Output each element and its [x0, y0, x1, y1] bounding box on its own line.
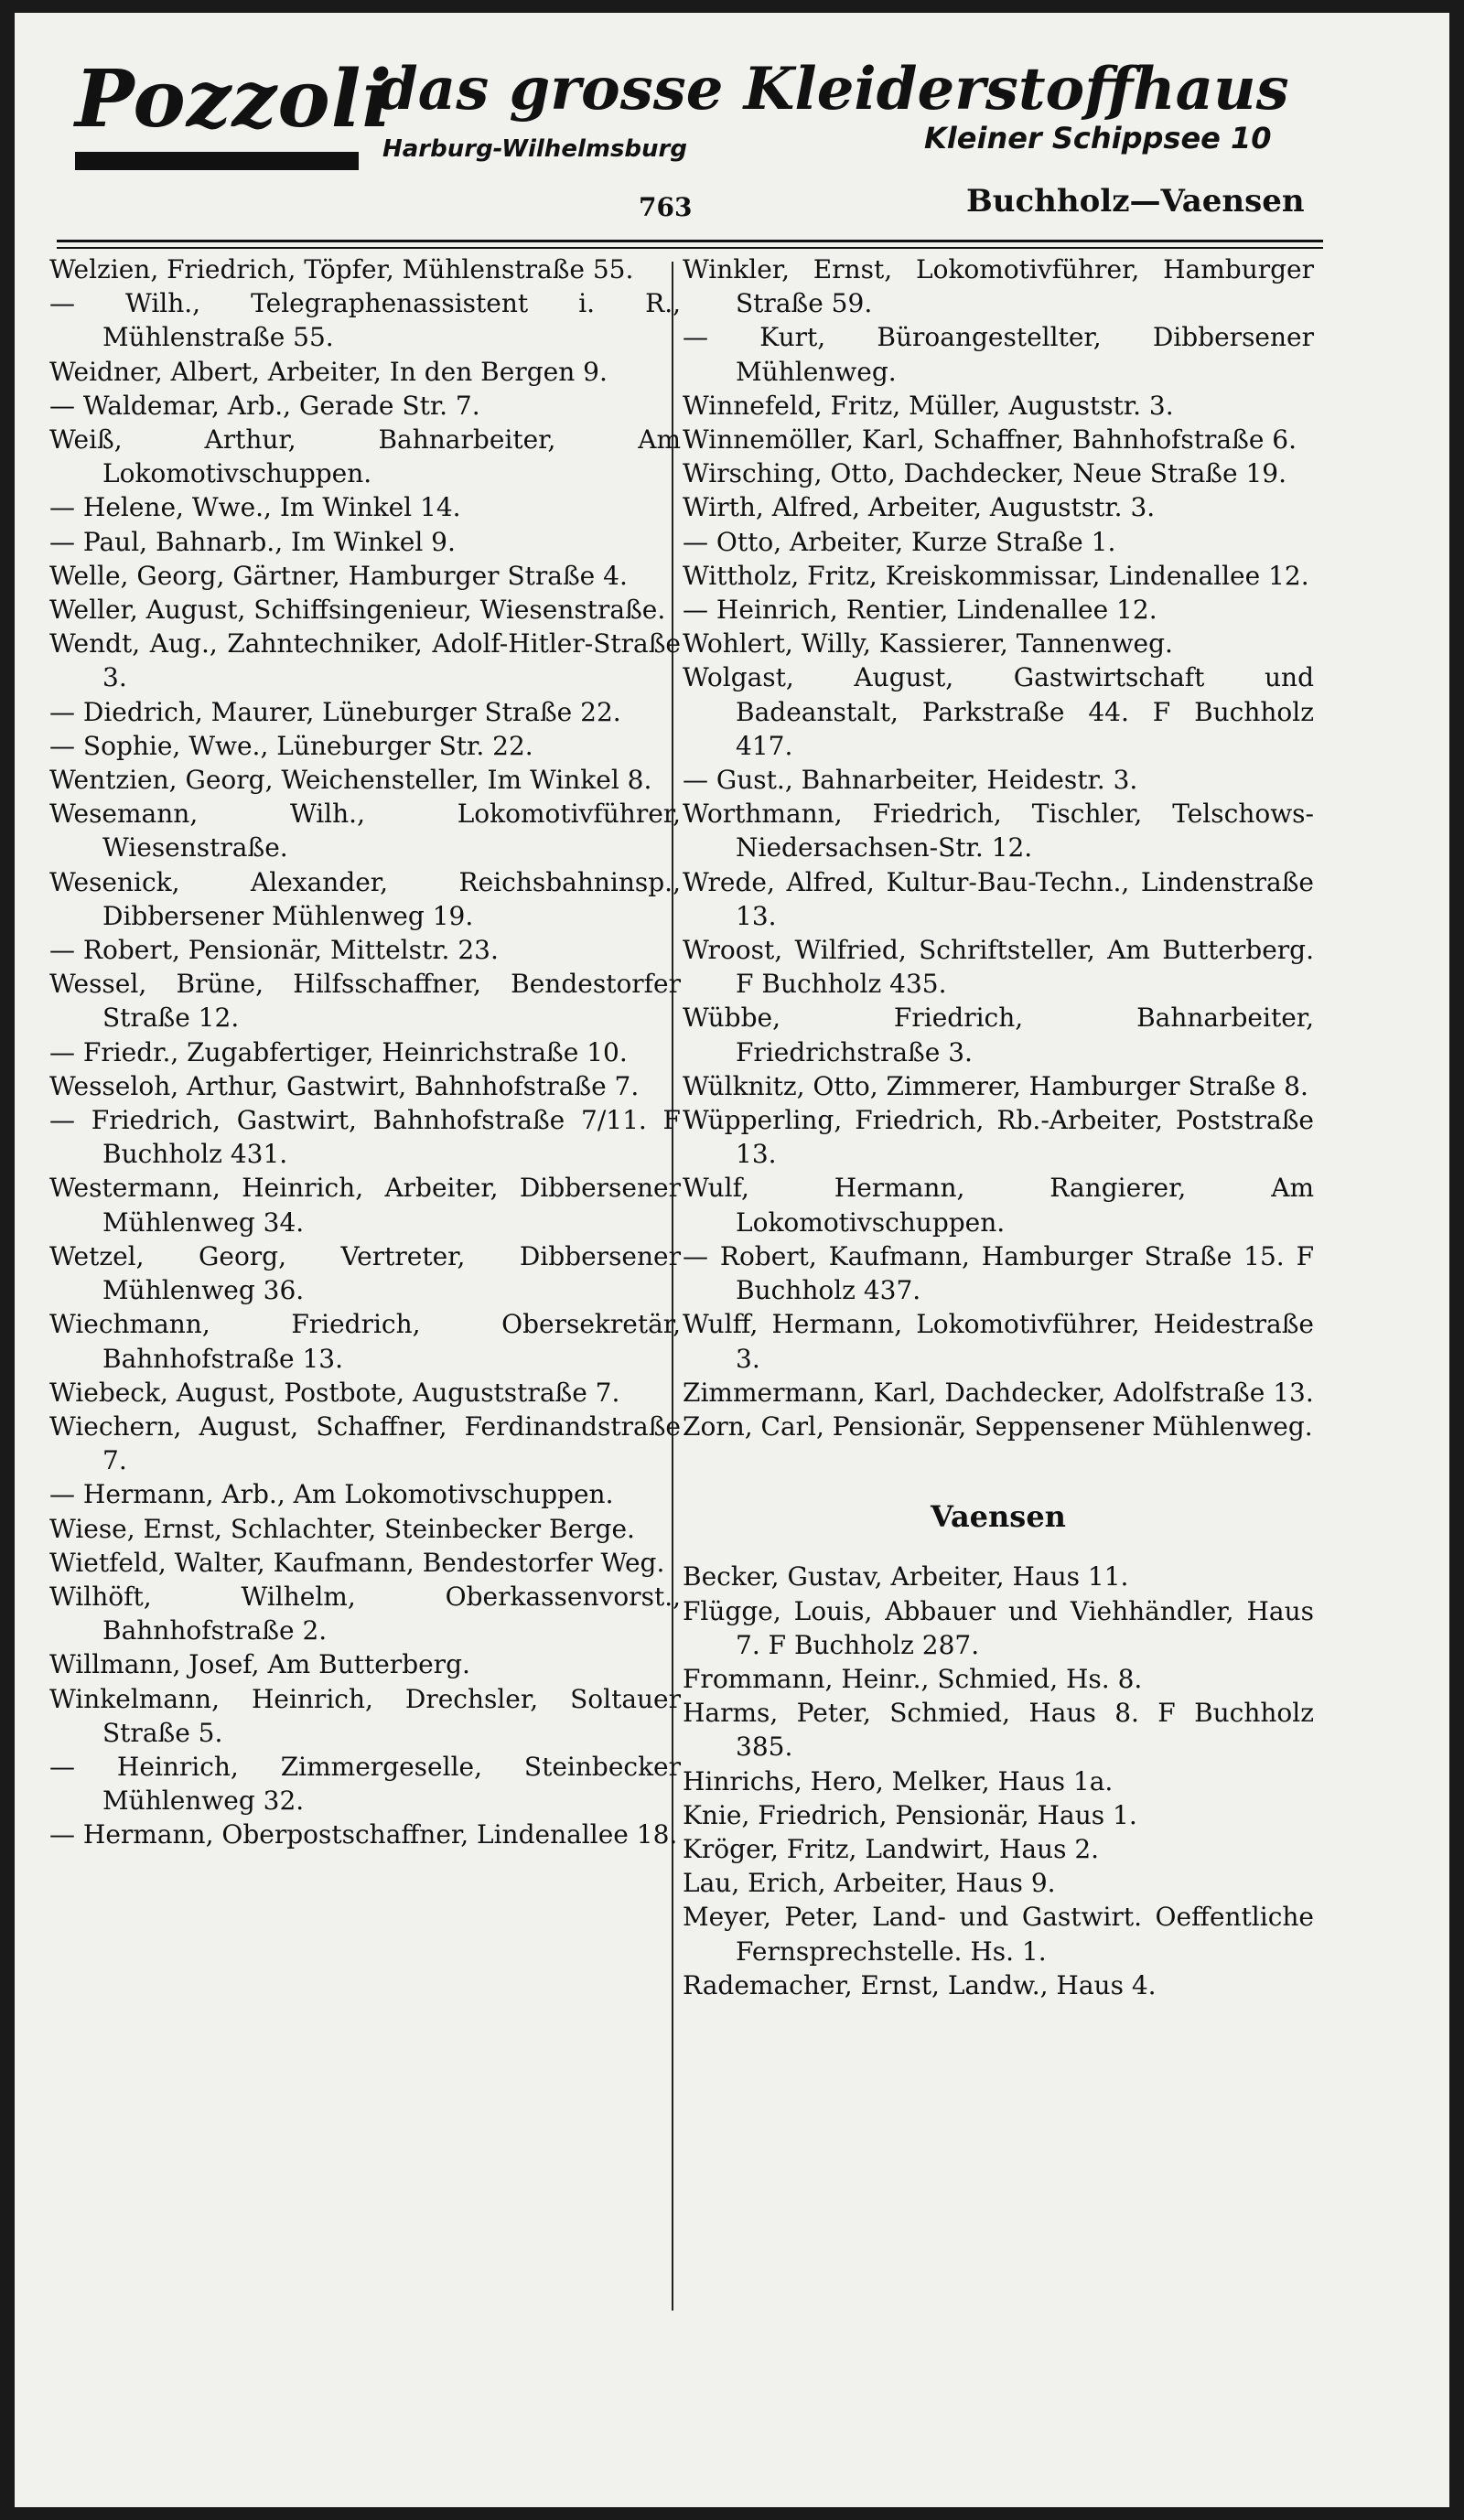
directory-page — [15, 13, 1449, 2507]
directory-entry: Winkler, Ernst, Lokomotivführer, Hamburger Straße 59. — [683, 254, 1314, 319]
directory-entry: — Hermann, Arb., Am Lokomotivschuppen. — [49, 1479, 614, 1510]
directory-entry: Wrede, Alfred, Kultur-Bau-Techn., Lindenstraße 13. — [683, 866, 1314, 931]
directory-entry: Zorn, Carl, Pensionär, Seppensener Mühlenweg. — [683, 1410, 1313, 1442]
directory-entry: Wiechmann, Friedrich, Obersekretär, Bahnhofstraße 13. — [49, 1309, 681, 1374]
directory-entry: Wessel, Brüne, Hilfsschaffner, Bendestorfer Straße 12. — [49, 969, 681, 1034]
directory-entry: Wüpperling, Friedrich, Rb.-Arbeiter, Poststraße 13. — [683, 1105, 1314, 1170]
vaensen-entry: Rademacher, Ernst, Landw., Haus 4. — [683, 1969, 1157, 2000]
vaensen-entry: Flügge, Louis, Abbauer und Viehhändler, Haus 7. F Buchholz 287. — [683, 1595, 1314, 1660]
vaensen-entry: Knie, Friedrich, Pensionär, Haus 1. — [683, 1799, 1137, 1830]
directory-entry: — Waldemar, Arb., Gerade Str. 7. — [49, 390, 480, 421]
directory-entry: Wetzel, Georg, Vertreter, Dibbersener Mühlenweg 36. — [49, 1240, 681, 1306]
directory-entry: Weidner, Albert, Arbeiter, In den Bergen 9. — [49, 356, 608, 387]
header-rule-thick — [57, 240, 1323, 242]
ad-underline-bar — [75, 152, 359, 170]
vaensen-entry: Hinrichs, Hero, Melker, Haus 1a. — [683, 1765, 1114, 1796]
section-title-vaensen: Vaensen — [931, 1499, 1066, 1535]
directory-entry: — Sophie, Wwe., Lüneburger Str. 22. — [49, 730, 533, 761]
vaensen-entry: Harms, Peter, Schmied, Haus 8. F Buchholz 385. — [683, 1698, 1314, 1763]
directory-entry: — Diedrich, Maurer, Lüneburger Straße 22. — [49, 696, 621, 727]
directory-entry: Wittholz, Fritz, Kreiskommissar, Lindenallee 12. — [683, 560, 1309, 591]
directory-entry: Westermann, Heinrich, Arbeiter, Dibbersener Mühlenweg 34. — [49, 1173, 681, 1238]
directory-entry: Wirth, Alfred, Arbeiter, Auguststr. 3. — [683, 492, 1156, 523]
directory-entry: Wulff, Hermann, Lokomotivführer, Heidestraße 3. — [683, 1309, 1314, 1374]
directory-entry: Winnemöller, Karl, Schaffner, Bahnhofstraße 6. — [683, 424, 1297, 456]
directory-entry: Worthmann, Friedrich, Tischler, Telschows-Niedersachsen-Str. 12. — [683, 799, 1314, 863]
directory-entry: — Robert, Pensionär, Mittelstr. 23. — [49, 935, 499, 966]
directory-entry: Wesemann, Wilh., Lokomotivführer, Wiesenstraße. — [49, 799, 681, 863]
directory-entry: Winnefeld, Fritz, Müller, Auguststr. 3. — [683, 390, 1174, 421]
directory-entry: — Paul, Bahnarb., Im Winkel 9. — [49, 526, 456, 557]
directory-entry: — Robert, Kaufmann, Hamburger Straße 15. F Buchholz 437. — [683, 1240, 1314, 1306]
directory-entry: Wentzien, Georg, Weichensteller, Im Winkel 8. — [49, 765, 652, 796]
directory-entry: Wiebeck, August, Postbote, Auguststraße 7. — [49, 1377, 620, 1408]
directory-entry: Wülknitz, Otto, Zimmerer, Hamburger Straße 8. — [683, 1070, 1308, 1101]
directory-entry: — Kurt, Büroangestellter, Dibbersener Mühlenweg. — [683, 322, 1314, 387]
directory-entry: Wietfeld, Walter, Kaufmann, Bendestorfer Weg. — [49, 1547, 665, 1578]
vaensen-entry: Meyer, Peter, Land- und Gastwirt. Oeffentliche Fernsprechstelle. Hs. 1. — [683, 1902, 1314, 1967]
running-title: Buchholz—Vaensen — [966, 183, 1305, 220]
page-number: 763 — [639, 192, 693, 222]
directory-entry: — Friedrich, Gastwirt, Bahnhofstraße 7/11. F Buchholz 431. — [49, 1105, 681, 1170]
directory-entry: — Friedr., Zugabfertiger, Heinrichstraße 10. — [49, 1036, 628, 1067]
directory-entry: Wirsching, Otto, Dachdecker, Neue Straße 19. — [683, 458, 1287, 489]
vaensen-entry: Lau, Erich, Arbeiter, Haus 9. — [683, 1868, 1056, 1899]
directory-entry: Willmann, Josef, Am Butterberg. — [49, 1649, 470, 1680]
ad-address: Kleiner Schippsee 10 — [924, 121, 1272, 155]
directory-entry: Wulf, Hermann, Rangierer, Am Lokomotivschuppen. — [683, 1173, 1314, 1238]
directory-entry: Wesseloh, Arthur, Gastwirt, Bahnhofstraße 7. — [49, 1070, 640, 1101]
directory-entry: Welle, Georg, Gärtner, Hamburger Straße 4. — [49, 560, 628, 591]
directory-entry: — Helene, Wwe., Im Winkel 14. — [49, 492, 461, 523]
directory-entry: — Hermann, Oberpostschaffner, Lindenallee 18. — [49, 1819, 678, 1850]
directory-entry: — Wilh., Telegraphenassistent i. R., Mühlenstraße 55. — [49, 288, 681, 353]
directory-entry: Wroost, Wilfried, Schriftsteller, Am Butterberg. F Buchholz 435. — [683, 935, 1314, 1000]
directory-entry: — Otto, Arbeiter, Kurze Straße 1. — [683, 526, 1116, 557]
left-column — [49, 252, 681, 1852]
directory-entry: Wolgast, August, Gastwirtschaft und Badeanstalt, Parkstraße 44. F Buchholz 417. — [683, 662, 1314, 761]
vaensen-entry: Kröger, Fritz, Landwirt, Haus 2. — [683, 1833, 1100, 1864]
directory-entry: Wohlert, Willy, Kassierer, Tannenweg. — [683, 628, 1173, 659]
directory-entry: Winkelmann, Heinrich, Drechsler, Soltauer Straße 5. — [49, 1683, 681, 1748]
directory-entry: — Heinrich, Zimmergeselle, Steinbecker Mühlenweg 32. — [49, 1751, 681, 1817]
directory-entry: Welzien, Friedrich, Töpfer, Mühlenstraße 55. — [49, 254, 634, 284]
right-column — [683, 252, 1314, 2002]
directory-entry: Weller, August, Schiffsingenieur, Wiesenstraße. — [49, 595, 666, 626]
directory-entry: Wesenick, Alexander, Reichsbahninsp., Dibbersener Mühlenweg 19. — [49, 866, 681, 931]
header-rule-thin — [57, 247, 1323, 249]
directory-entry: Wiese, Ernst, Schlachter, Steinbecker Berge. — [49, 1513, 635, 1544]
advertisement-header — [75, 53, 1319, 181]
vaensen-entry: Frommann, Heinr., Schmied, Hs. 8. — [683, 1663, 1143, 1694]
directory-entry: — Heinrich, Rentier, Lindenallee 12. — [683, 595, 1157, 626]
directory-entry: Wilhöft, Wilhelm, Oberkassenvorst., Bahnhofstraße 2. — [49, 1581, 681, 1646]
vaensen-entry: Becker, Gustav, Arbeiter, Haus 11. — [683, 1561, 1129, 1592]
directory-entry: — Gust., Bahnarbeiter, Heidestr. 3. — [683, 765, 1138, 796]
ad-company-name: Pozzoli — [75, 53, 393, 145]
directory-entry: Weiß, Arthur, Bahnarbeiter, Am Lokomotivschuppen. — [49, 424, 681, 489]
directory-entry: Wendt, Aug., Zahntechniker, Adolf-Hitler-Straße 3. — [49, 628, 681, 693]
ad-slogan: das grosse Kleiderstoffhaus — [377, 55, 1289, 123]
directory-entry: Wübbe, Friedrich, Bahnarbeiter, Friedrichstraße 3. — [683, 1003, 1314, 1067]
directory-entry: Zimmermann, Karl, Dachdecker, Adolfstraße 13. — [683, 1377, 1314, 1408]
ad-city: Harburg-Wilhelmsburg — [382, 135, 687, 163]
directory-entry: Wiechern, August, Schaffner, Ferdinandstraße 7. — [49, 1410, 681, 1476]
